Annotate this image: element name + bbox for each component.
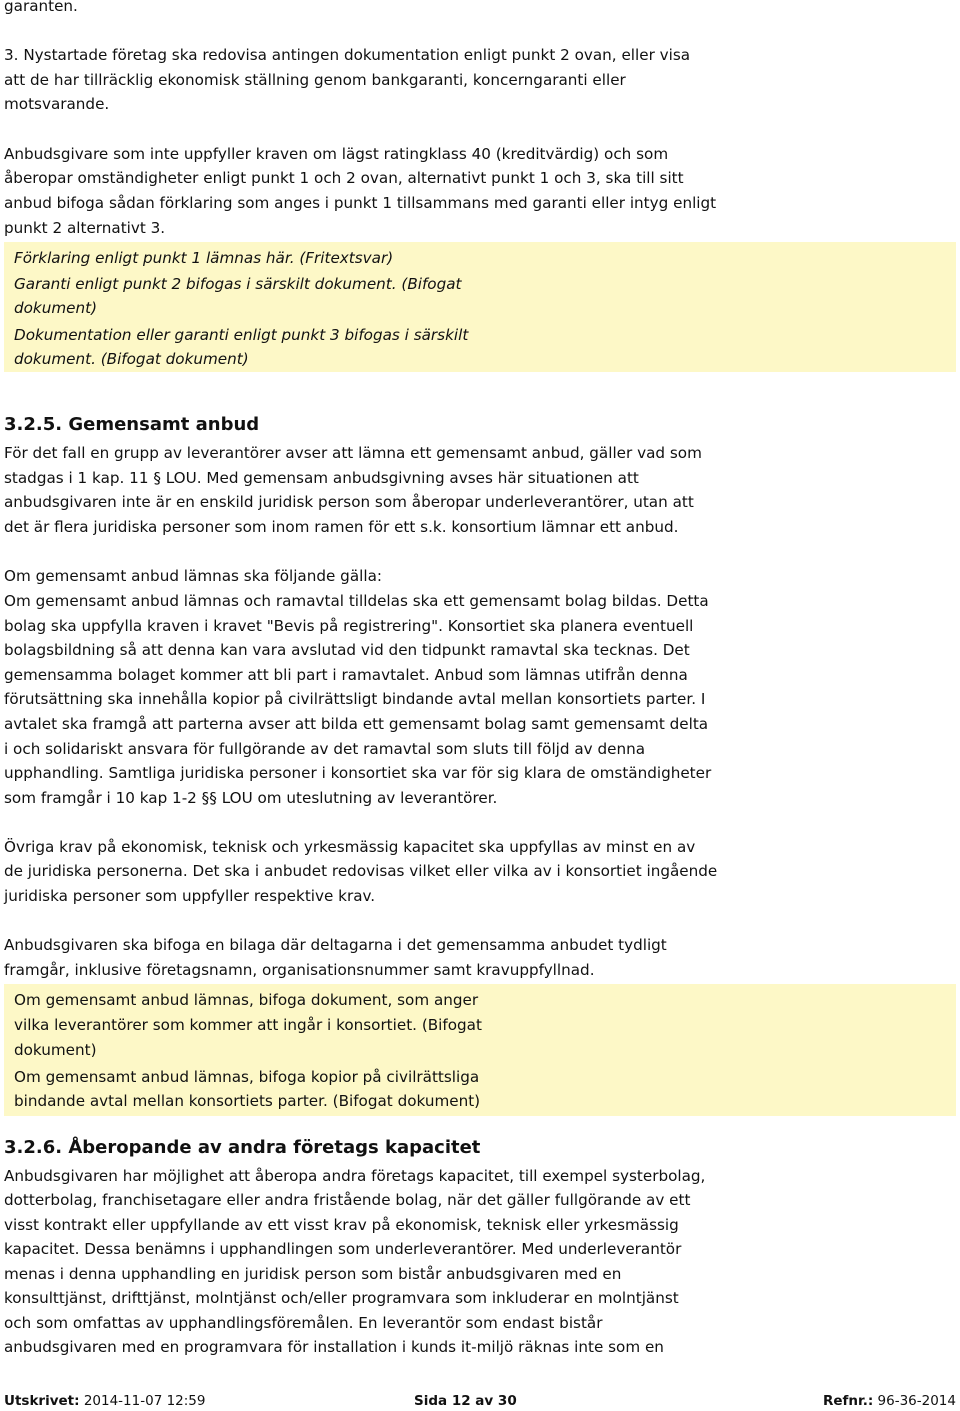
answer-attachment[interactable]: bindande avtal mellan konsortiets parter. (Bifogat dokument) — [14, 1092, 481, 1110]
section-heading: 3.2.6. Åberopande av andra företags kapacitet — [4, 1137, 481, 1158]
text-line: Om gemensamt anbud lämnas och ramavtal tilldelas ska ett gemensamt bolag bildas. Detta — [4, 592, 709, 610]
text-line: och som omfattas av upphandlingsföremålen. En leverantör som endast bistår — [4, 1314, 603, 1332]
answer-box-rating[interactable] — [4, 242, 956, 372]
text-line: de juridiska personerna. Det ska i anbudet redovisas vilket eller vilka av i konsortiet ingående — [4, 862, 718, 880]
footer-ref-label: Refnr.: — [822, 1393, 874, 1409]
text-line: Övriga krav på ekonomisk, teknisk och yrkesmässig kapacitet ska uppfyllas av minst en av — [4, 838, 696, 856]
text-line: anbudsgivaren inte är en enskild juridisk person som åberopar underleverantörer, utan att — [4, 493, 694, 511]
text-line: dotterbolag, franchisetagare eller andra fristående bolag, när det gäller fullgörande av ett — [4, 1191, 691, 1209]
text-line: Anbudsgivare som inte uppfyller kraven om lägst ratingklass 40 (kreditvärdig) och som — [4, 145, 669, 163]
answer-box-consortium[interactable] — [4, 984, 956, 1116]
section-heading: 3.2.5. Gemensamt anbud — [4, 414, 260, 435]
answer-attachment[interactable]: vilka leverantörer som kommer att ingår i konsortiet. (Bifogat — [14, 1016, 482, 1034]
text-line: avtalet ska framgå att parterna avser att bilda ett gemensamt bolag samt gemensamt delta — [4, 715, 709, 733]
footer-printed — [4, 1392, 205, 1410]
answer-attachment[interactable]: dokument) — [14, 299, 97, 317]
answer-attachment[interactable]: Dokumentation eller garanti enligt punkt 3 bifogas i särskilt — [14, 326, 469, 344]
footer-printed-label: Utskrivet: — [4, 1393, 80, 1409]
text-line: juridiska personer som uppfyller respektive krav. — [4, 887, 376, 905]
text-line: gemensamma bolaget kommer att bli part i ramavtalet. Anbud som lämnas utifrån denna — [4, 666, 688, 684]
answer-attachment[interactable]: dokument) — [14, 1041, 97, 1059]
top-fragment: garanten. — [4, 0, 78, 15]
text-line: åberopar omständigheter enligt punkt 1 och 2 ovan, alternativt punkt 1 och 3, ska till sitt — [4, 169, 684, 187]
text-line: Om gemensamt anbud lämnas ska följande gälla: — [4, 567, 382, 585]
footer-page-number: Sida 12 av 30 — [414, 1393, 517, 1409]
text-line: Anbudsgivaren har möjlighet att åberopa andra företags kapacitet, till exempel systerbolag, — [4, 1167, 706, 1185]
text-line: visst kontrakt eller uppfyllande av ett visst krav på ekonomisk, teknisk eller yrkesmässig — [4, 1216, 679, 1234]
text-line: punkt 2 alternativt 3. — [4, 219, 166, 237]
answer-attachment[interactable]: Garanti enligt punkt 2 bifogas i särskilt dokument. (Bifogat — [14, 275, 462, 293]
text-line: upphandling. Samtliga juridiska personer i konsortiet ska var för sig klara de omständigheter — [4, 764, 712, 782]
text-line: stadgas i 1 kap. 11 § LOU. Med gemensam anbudsgivning avses här situationen att — [4, 469, 639, 487]
text-line: motsvarande. — [4, 95, 110, 113]
text-line: förutsättning ska innehålla kopior på civilrättsligt bindande avtal mellan konsortiets parter. I — [4, 690, 706, 708]
text-line: 3. Nystartade företag ska redovisa antingen dokumentation enligt punkt 2 ovan, eller visa — [4, 46, 691, 64]
text-line: menas i denna upphandling en juridisk person som bistår anbudsgivaren med en — [4, 1265, 622, 1283]
footer-printed-value: 2014-11-07 12:59 — [83, 1393, 206, 1409]
text-line: För det fall en grupp av leverantörer avser att lämna ett gemensamt anbud, gäller vad som — [4, 444, 702, 462]
text-line: anbud bifoga sådan förklaring som anges i punkt 1 tillsammans med garanti eller intyg enligt — [4, 194, 717, 212]
answer-free-text[interactable]: Förklaring enligt punkt 1 lämnas här. (Fritextsvar) — [14, 249, 394, 267]
answer-attachment[interactable]: Om gemensamt anbud lämnas, bifoga kopior på civilrättsliga — [14, 1068, 480, 1086]
footer-ref-value: 96-36-2014 — [877, 1393, 956, 1409]
text-line: det är flera juridiska personer som inom ramen för ett s.k. konsortium lämnar ett anbud. — [4, 518, 679, 536]
text-line: bolagsbildning så att denna kan vara avslutad vid den tidpunkt ramavtal ska tecknas. Det — [4, 641, 690, 659]
text-line: framgår, inklusive företagsnamn, organisationsnummer samt kravuppfyllnad. — [4, 961, 595, 979]
text-line: kapacitet. Dessa benämns i upphandlingen som underleverantörer. Med underleverantör — [4, 1240, 682, 1258]
text-line: som framgår i 10 kap 1-2 §§ LOU om uteslutning av leverantörer. — [4, 789, 498, 807]
text-line: konsulttjänst, drifttjänst, molntjänst och/eller programvara som inkluderar en molntjänst — [4, 1289, 679, 1307]
text-line: i och solidariskt ansvara för fullgörande av det ramavtal som sluts till följd av denna — [4, 740, 646, 758]
text-line: Anbudsgivaren ska bifoga en bilaga där deltagarna i det gemensamma anbudet tydligt — [4, 936, 667, 954]
text-line: att de har tillräcklig ekonomisk ställning genom bankgaranti, koncerngaranti eller — [4, 71, 626, 89]
answer-attachment[interactable]: dokument. (Bifogat dokument) — [14, 350, 249, 368]
answer-attachment[interactable]: Om gemensamt anbud lämnas, bifoga dokument, som anger — [14, 991, 479, 1009]
text-line: bolag ska uppfylla kraven i kravet "Bevis på registrering". Konsortiet ska planera eventuell — [4, 617, 694, 635]
text-line: anbudsgivaren med en programvara för installation i kunds it-miljö räknas inte som en — [4, 1338, 664, 1356]
footer-reference — [823, 1392, 956, 1410]
